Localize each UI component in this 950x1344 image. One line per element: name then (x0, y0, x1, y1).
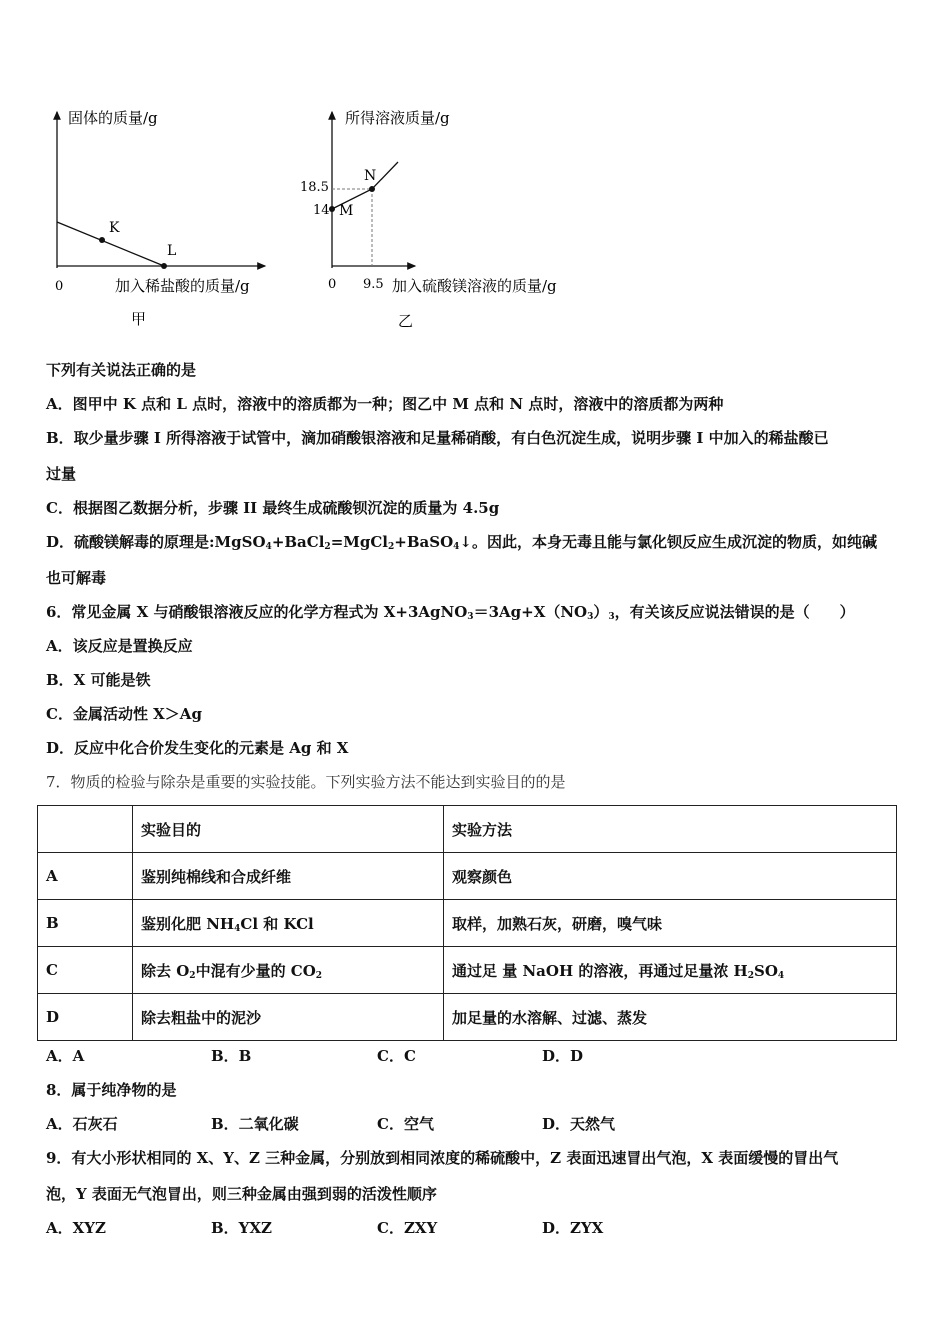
y-tick-18-5: 18.5 (300, 180, 329, 195)
sub: 2 (315, 970, 323, 981)
y-axis-label: 固体的质量/g (68, 109, 158, 127)
text: 6．常见金属 X 与硝酸银溶液反应的化学方程式为 X+3AgNO (46, 603, 468, 621)
q9-stem-cont: 泡，Y 表面无气泡冒出，则三种金属由强到弱的活泼性顺序 (46, 1185, 437, 1203)
q6-option-d[interactable]: D．反应中化合价发生变化的元素是 Ag 和 X (46, 739, 349, 757)
table-row (38, 900, 897, 947)
q5-option-d[interactable] (46, 532, 877, 557)
row-key: A (38, 853, 133, 900)
q7-option-a[interactable]: A．A (46, 1047, 85, 1065)
point-m-label: M (339, 203, 354, 219)
point-l-label: L (167, 243, 177, 259)
q6-option-b[interactable]: B．X 可能是铁 (46, 671, 151, 689)
figure-jia (0, 0, 600, 340)
text: SO (754, 961, 778, 980)
x-axis-label: 加入稀盐酸的质量/g (115, 277, 250, 295)
sub: 2 (388, 542, 395, 552)
row-key: B (38, 900, 133, 947)
q5-stem: 下列有关说法正确的是 (46, 361, 197, 379)
origin-label: 0 (328, 277, 337, 292)
q5-option-b[interactable]: B．取少量步骤 I 所得溶液于试管中，滴加硝酸银溶液和足量稀硝酸，有白色沉淀生成，说明步骤 I 中加入的稀盐酸已 (46, 429, 829, 447)
q7-table (37, 805, 897, 1041)
q6-stem (46, 602, 855, 627)
text: ↓。因此，本身无毒且能与氯化钡反应生成沉淀的物质，如纯碱 (459, 533, 877, 551)
row-goal: 除去粗盐中的泥沙 (133, 994, 444, 1041)
sub: 2 (747, 970, 754, 981)
q9-option-d[interactable]: D．ZYX (542, 1219, 604, 1237)
table-row (38, 853, 897, 900)
q9-stem: 9．有大小形状相同的 X、Y、Z 三种金属，分别放到相同浓度的稀硫酸中，Z 表面迅速冒出气泡，X 表面缓慢的冒出气 (46, 1149, 839, 1167)
q7-stem: 7．物质的检验与除杂是重要的实验技能。下列实验方法不能达到实验目的的是 (46, 773, 566, 791)
x-axis-label: 加入硫酸镁溶液的质量/g (392, 277, 557, 295)
row-key: C (38, 947, 133, 994)
sub: 4 (777, 970, 785, 981)
point-l (161, 263, 167, 269)
q8-stem: 8．属于纯净物的是 (46, 1081, 177, 1099)
q6-option-c[interactable]: C．金属活动性 X＞Ag (46, 705, 202, 723)
text: D．硫酸镁解毒的原理是:MgSO (46, 533, 266, 551)
y-axis-label: 所得溶液质量/g (345, 109, 450, 127)
header-cell (38, 806, 133, 853)
q7-option-d[interactable]: D．D (542, 1047, 584, 1065)
x-tick-9-5: 9.5 (363, 277, 384, 292)
point-m (329, 206, 335, 212)
caption-jia: 甲 (131, 310, 147, 328)
q9-option-a[interactable]: A．XYZ (46, 1219, 106, 1237)
header-cell: 实验方法 (444, 806, 897, 853)
text: ＝3Ag+X（NO (473, 603, 588, 621)
table-row (38, 947, 897, 994)
row-goal: 鉴别纯棉线和合成纤维 (133, 853, 444, 900)
q9-option-b[interactable]: B．YXZ (211, 1219, 272, 1237)
point-k (99, 237, 105, 243)
q8-option-d[interactable]: D．天然气 (542, 1115, 616, 1133)
text: ） (593, 603, 609, 621)
text: ，有关该反应说法错误的是（ ） (614, 603, 855, 621)
q7-option-b[interactable]: B．B (211, 1047, 252, 1065)
q8-option-a[interactable]: A．石灰石 (46, 1115, 118, 1133)
sub: 2 (189, 970, 196, 981)
text: +BaCl (271, 533, 325, 551)
row-method: 观察颜色 (444, 853, 897, 900)
q9-option-c[interactable]: C．ZXY (377, 1219, 438, 1237)
text: 鉴别化肥 NH (141, 914, 235, 933)
point-n (369, 186, 375, 192)
sub: 3 (467, 612, 474, 622)
sub: 2 (324, 542, 331, 552)
text: 中混有少量的 CO (195, 961, 316, 980)
q8-option-c[interactable]: C．空气 (377, 1115, 434, 1133)
row-key: D (38, 994, 133, 1041)
sub: 3 (587, 612, 594, 622)
sub: 4 (234, 923, 241, 934)
y-tick-14: 14 (313, 203, 330, 218)
row-method (444, 947, 897, 994)
text: 除去 O (141, 961, 190, 980)
q6-option-a[interactable]: A．该反应是置换反应 (46, 637, 193, 655)
header-cell: 实验目的 (133, 806, 444, 853)
text: Cl 和 KCl (240, 914, 314, 933)
table-header-row (38, 806, 897, 853)
origin-label: 0 (55, 279, 64, 294)
text: 通过足 量 NaOH 的溶液，再通过足量浓 H (452, 961, 748, 980)
row-method: 取样，加熟石灰，研磨，嗅气味 (444, 900, 897, 947)
text: =MgCl (330, 533, 388, 551)
row-goal (133, 900, 444, 947)
q5-option-d-cont: 也可解毒 (46, 569, 107, 587)
sub: 4 (265, 542, 272, 552)
sub: 4 (453, 542, 460, 552)
point-n-label: N (364, 168, 377, 184)
q8-option-b[interactable]: B．二氧化碳 (211, 1115, 299, 1133)
point-k-label: K (109, 220, 120, 236)
q7-option-c[interactable]: C．C (377, 1047, 416, 1065)
sub: 3 (608, 612, 615, 622)
table-row (38, 994, 897, 1041)
q5-option-b-cont: 过量 (46, 465, 77, 483)
row-method: 加足量的水溶解、过滤、蒸发 (444, 994, 897, 1041)
caption-yi: 乙 (398, 312, 414, 330)
row-goal (133, 947, 444, 994)
text: +BaSO (394, 533, 454, 551)
q5-option-c[interactable]: C．根据图乙数据分析，步骤 II 最终生成硫酸钡沉淀的质量为 4.5g (46, 499, 500, 517)
q5-option-a[interactable]: A．图甲中 K 点和 L 点时，溶液中的溶质都为一种；图乙中 M 点和 N 点时，溶液中的溶质都为两种 (46, 395, 724, 413)
